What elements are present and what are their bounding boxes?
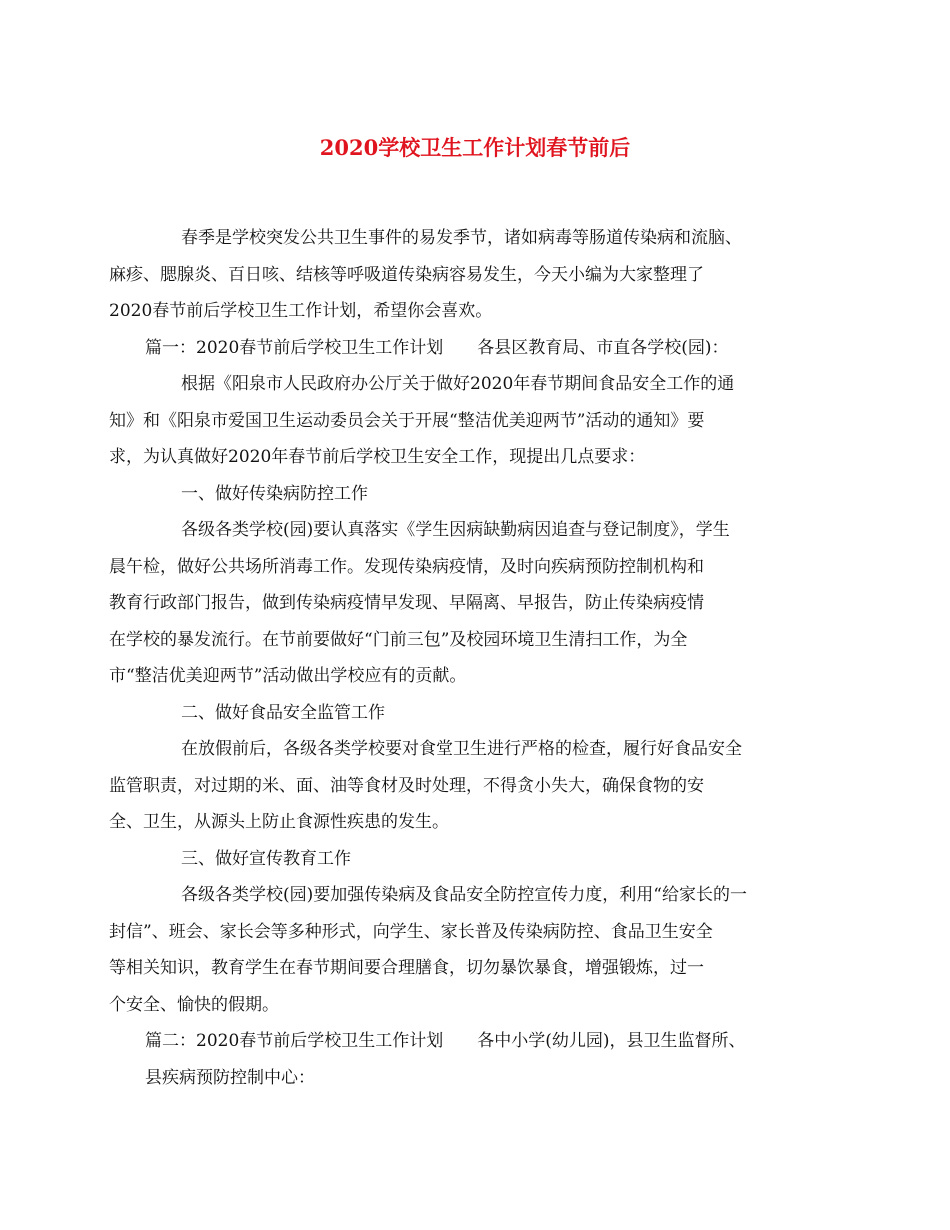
paragraph: [109, 877, 809, 1023]
text-line: 2020春节前后学校卫生工作计划，希望你会喜欢。: [109, 301, 493, 321]
paragraph: [145, 476, 809, 513]
document-body: [109, 220, 809, 1096]
paragraph: [145, 695, 809, 732]
paragraph: [145, 330, 809, 367]
text-line: 三、做好宣传教育工作: [181, 848, 351, 869]
text-line: 晨午检，做好公共场所消毒工作。发现传染病疫情，及时向疾病预防控制机构和: [109, 556, 704, 577]
text-line: 个安全、愉快的假期。: [109, 994, 279, 1015]
text-line: 知》和《阳泉市爱国卫生运动委员会关于开展“整洁优美迎两节”活动的通知》要: [109, 410, 705, 431]
paragraph: [109, 220, 809, 330]
text-line: 麻疹、腮腺炎、百日咳、结核等呼吸道传染病容易发生，今天小编为大家整理了: [109, 264, 704, 285]
text-line: 教育行政部门报告，做到传染病疫情早发现、早隔离、早报告，防止传染病疫情: [109, 593, 704, 613]
text-line: 春季是学校突发公共卫生事件的易发季节，诸如病毒等肠道传染病和流脑、: [181, 228, 742, 248]
text-line: 等相关知识，教育学生在春节期间要合理膳食，切勿暴饮暴食，增强锻炼，过一: [109, 958, 704, 978]
text-line: 封信”、班会、家长会等多种形式，向学生、家长普及传染病防控、食品卫生安全: [109, 921, 713, 942]
text-line: 全、卫生，从源头上防止食源性疾患的发生。: [109, 812, 449, 832]
text-line: 求，为认真做好2020年春节前后学校卫生安全工作，现提出几点要求：: [109, 447, 646, 467]
text-line: 在学校的暴发流行。在节前要做好“门前三包”及校园环境卫生清扫工作，为全: [109, 629, 688, 650]
text-line: 篇一：2020春节前后学校卫生工作计划 各县区教育局、市直各学校(园)：: [145, 337, 729, 358]
text-line: 一、做好传染病防控工作: [181, 483, 368, 504]
document-title: 2020学校卫生工作计划春节前后: [319, 135, 631, 160]
text-line: 在放假前后，各级各类学校要对食堂卫生进行严格的检查，履行好食品安全: [181, 739, 742, 759]
paragraph: [145, 841, 809, 878]
paragraph: [109, 366, 809, 476]
text-line: 监管职责，对过期的米、面、油等食材及时处理，不得贪小失大，确保食物的安: [109, 775, 704, 796]
paragraph: [145, 1023, 809, 1096]
text-line: 二、做好食品安全监管工作: [181, 702, 385, 723]
paragraph: [109, 512, 809, 695]
paragraph: [109, 731, 809, 841]
text-line: 篇二：2020春节前后学校卫生工作计划 各中小学(幼儿园)，县卫生监督所、: [145, 1031, 746, 1051]
text-line: 市“整洁优美迎两节”活动做出学校应有的贡献。: [109, 666, 467, 686]
text-line: 各级各类学校(园)要认真落实《学生因病缺勤病因追查与登记制度》，学生: [181, 520, 730, 540]
text-line: 县疾病预防控制中心：: [145, 1067, 315, 1088]
text-line: 各级各类学校(园)要加强传染病及食品安全防控宣传力度，利用“给家长的一: [181, 885, 747, 905]
text-line: 根据《阳泉市人民政府办公厅关于做好2020年春节期间食品安全工作的通: [181, 374, 735, 394]
